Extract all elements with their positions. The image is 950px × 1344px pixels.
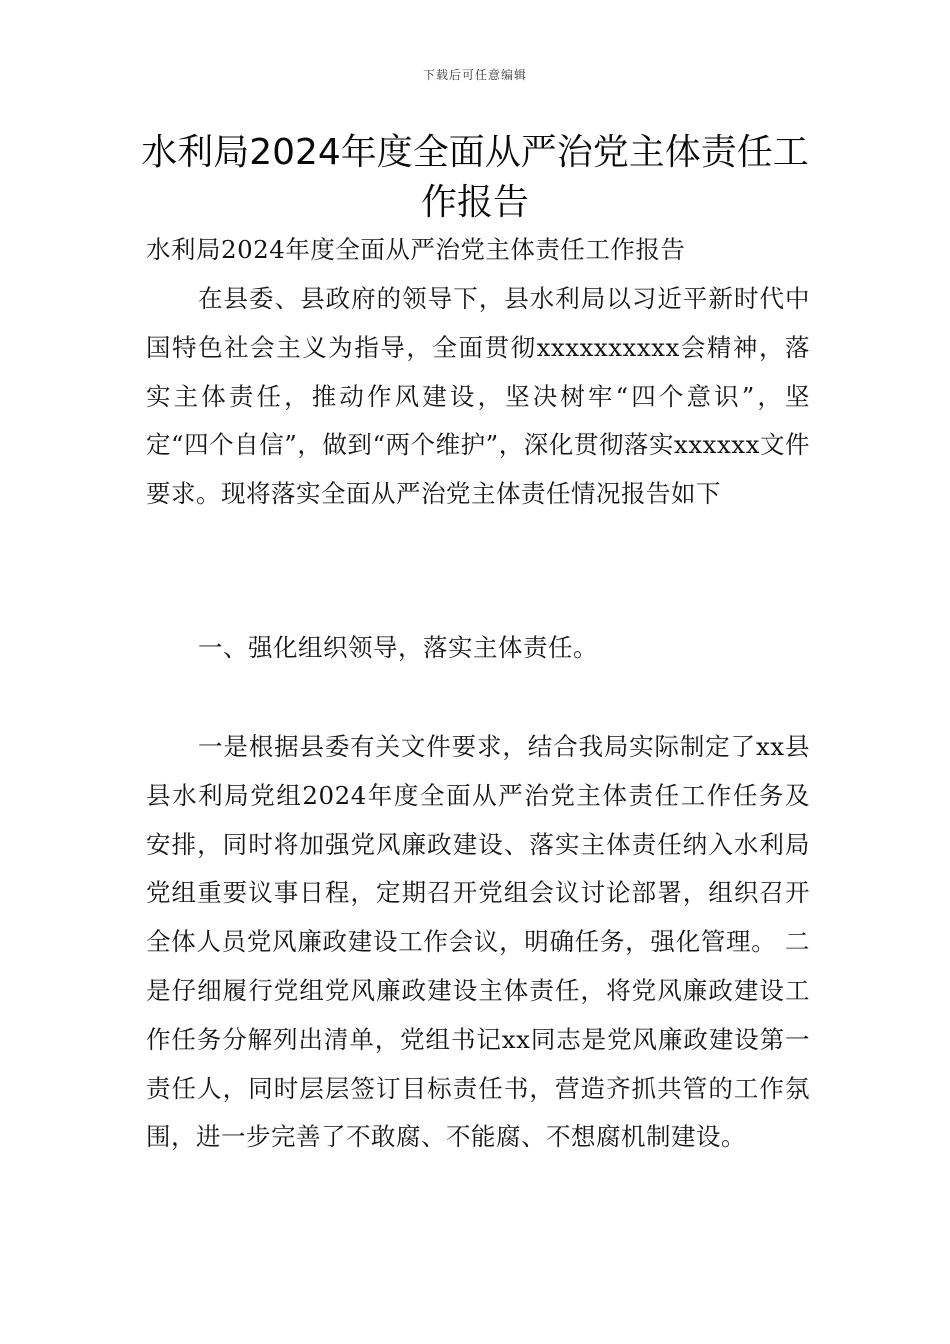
header-note: 下载后可任意编辑 (422, 68, 527, 82)
document-title: 水利局2024年度全面从严治党主体责任工作报告 (141, 132, 809, 223)
document-subtitle: 水利局2024年度全面从严治党主体责任工作报告 (146, 235, 686, 264)
intro-paragraph: 在县委、县政府的领导下，县水利局以习近平新时代中国特色社会主义为指导，全面贯彻xxxxxxxxxx会精神，落实主体责任，推动作风建设，坚决树牢“四个意识”，坚定“四个自信”，做到“两个维护”，深化贯彻落实xxxxxx文件要求。现将落实全面从严治党主体责任情况报告如下 (146, 284, 810, 509)
section-heading-1: 一、强化组织领导，落实主体责任。 (198, 633, 598, 662)
section-1-paragraph: 一是根据县委有关文件要求，结合我局实际制定了xx县县水利局党组2024年度全面从严治党主体责任工作任务及安排，同时将加强党风廉政建设、落实主体责任纳入水利局党组重要议事日程，定期召开党组会议讨论部署，组织召开全体人员党风廉政建设工作会议，明确任务，强化管理。 二是仔细履行党组党风廉政建设主体责任，将党风廉政建设工作任务分解列出清单，党组书记xx同志是党风廉政建设第一责任人，同时层层签订目标责任书，营造齐抓共管的工作氛围，进一步完善了不敢腐、不能腐、不想腐机制建设。 (146, 732, 810, 1152)
